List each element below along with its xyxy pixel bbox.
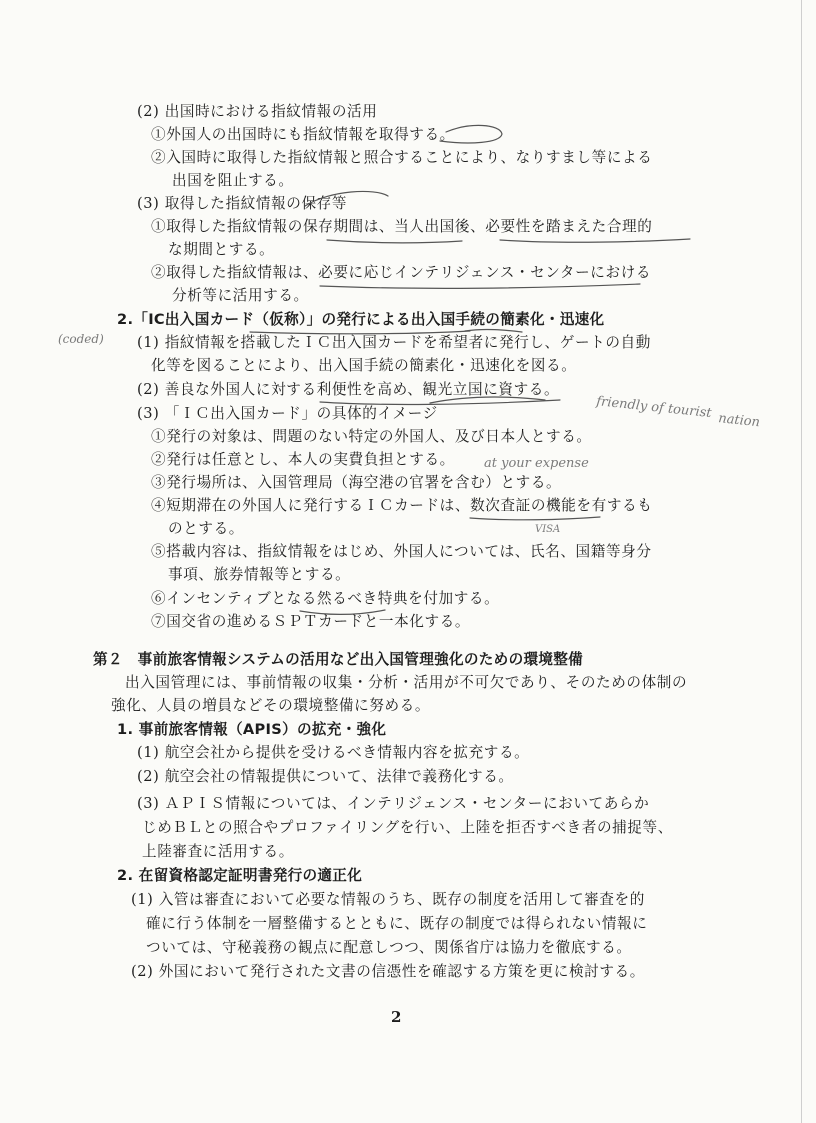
annotation-visa: VISA: [535, 524, 561, 535]
page-number: 2: [391, 1008, 402, 1026]
annotation-coded: (coded): [58, 332, 104, 346]
text-line: ⑤搭載内容は、指紋情報をはじめ、外国人については、氏名、国籍等身分: [151, 543, 652, 560]
text-line: 事項、旅券情報等とする。: [168, 566, 351, 583]
text-line: ①取得した指紋情報の保存期間は、当人出国後、必要性を踏まえた合理的: [151, 218, 653, 235]
text-line: 出入国管理には、事前情報の収集・分析・活用が不可欠であり、そのための体制の: [125, 674, 688, 691]
text-line: な期間とする。: [168, 241, 275, 258]
text-line: じめＢＬとの照合やプロファイリングを行い、上陸を拒否すべき者の捕捉等、: [142, 819, 673, 836]
text-line: ③発行場所は、入国管理局（海空港の官署を含む）とする。: [151, 474, 562, 491]
page-edge-shadow: [801, 0, 802, 1123]
text-line: (1) 航空会社から提供を受けるべき情報内容を拡充する。: [137, 744, 530, 761]
text-line: (2) 外国において発行された文書の信憑性を確認する方策を更に検討する。: [131, 963, 645, 980]
annotation-tourism-2: nation: [717, 411, 761, 431]
text-line: 上陸審査に活用する。: [142, 843, 294, 860]
text-line: ④短期滞在の外国人に発行するＩＣカードは、数次査証の機能を有するも: [151, 497, 653, 514]
text-line: ついては、守秘義務の観点に配意しつつ、関係省庁は協力を徹底する。: [146, 939, 632, 956]
section-heading: 2. 在留資格認定証明書発行の適正化: [117, 867, 363, 884]
text-line: 確に行う体制を一層整備するとともに、既存の制度では得られない情報に: [146, 915, 648, 932]
text-line: 強化、人員の増員などその環境整備に努める。: [111, 697, 431, 714]
text-line: 出国を阻止する。: [172, 172, 294, 189]
text-line: のとする。: [168, 520, 244, 537]
text-line: ②取得した指紋情報は、必要に応じインテリジェンス・センターにおける: [151, 264, 652, 281]
text-line: (3) 「ＩＣ出入国カード」の具体的イメージ: [137, 405, 438, 422]
text-line: 化等を図ることにより、出入国手続の簡素化・迅速化を図る。: [151, 357, 577, 374]
text-line: ①外国人の出国時にも指紋情報を取得する。: [151, 126, 455, 143]
annotation-expense: at your expense: [484, 456, 589, 471]
text-line: (2) 航空会社の情報提供について、法律で義務化する。: [137, 768, 514, 785]
annotation-tourism: friendly of tourist: [595, 394, 713, 422]
text-line: (3) ＡＰＩＳ情報については、インテリジェンス・センターにおいてあらか: [137, 795, 650, 812]
chapter-heading: 第２ 事前旅客情報システムの活用など出入国管理強化のための環境整備: [93, 651, 584, 668]
text-line: (1) 入管は審査において必要な情報のうち、既存の制度を活用して審査を的: [131, 891, 645, 908]
section-heading: 2.「IC出入国カード（仮称）」の発行による出入国手続の簡素化・迅速化: [117, 311, 605, 328]
text-line: (1) 指紋情報を搭載したＩＣ出入国カードを希望者に発行し、ゲートの自動: [137, 334, 651, 351]
text-line: ①発行の対象は、問題のない特定の外国人、及び日本人とする。: [151, 428, 592, 445]
text-line: ②発行は任意とし、本人の実費負担とする。: [151, 451, 455, 468]
text-line: (2) 出国時における指紋情報の活用: [137, 103, 378, 120]
section-heading: 1. 事前旅客情報（APIS）の拡充・強化: [117, 721, 387, 738]
text-line: 分析等に活用する。: [172, 287, 309, 304]
text-line: (2) 善良な外国人に対する利便性を高め、観光立国に資する。: [137, 381, 560, 398]
text-line: (3) 取得した指紋情報の保存等: [137, 195, 348, 212]
text-line: ⑥インセンティブとなる然るべき特典を付加する。: [151, 590, 500, 607]
text-line: ②入国時に取得した指紋情報と照合することにより、なりすまし等による: [151, 149, 653, 166]
text-line: ⑦国交省の進めるＳＰＴカードと一本化する。: [151, 613, 471, 630]
